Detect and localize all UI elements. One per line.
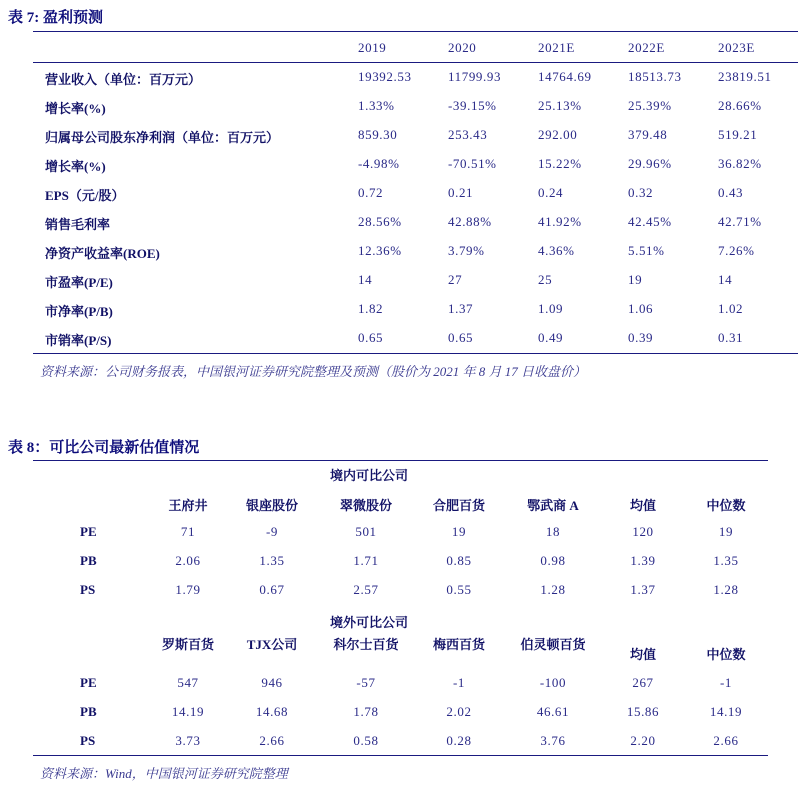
overseas-cell: -100 [539,675,567,690]
table7-row-label: 市盈率(P/E) [45,275,113,290]
overseas-col-header: 罗斯百货 [161,637,214,652]
table7-row-label: EPS（元/股） [45,188,125,203]
table7-cell: 379.48 [628,127,668,142]
table7-cell: 0.43 [718,185,744,200]
table8-title: 表 8：可比公司最新估值情况 [8,440,200,456]
table7-cell: 19392.53 [358,69,412,84]
table7-cell: 14 [718,272,733,287]
domestic-cell: 71 [180,524,196,539]
overseas-cell: 0.28 [446,733,472,748]
table7-cell: 29.96% [628,156,672,171]
table7-cell: 0.65 [448,330,474,345]
domestic-cell: 2.57 [353,582,379,597]
domestic-col-header: 中位数 [706,498,746,513]
table7-cell: 1.33% [358,98,395,113]
table7-cell: 42.45% [628,214,672,229]
table7-cell: 18513.73 [628,69,682,84]
table7-cell: 5.51% [628,243,665,258]
domestic-row-label: PB [80,553,97,568]
table7-cell: 1.37 [448,301,474,316]
table7-source-note: 资料来源：公司财务报表，中国银河证券研究院整理及预测（股价为 2021 年 8 月 17 日收盘价） [40,364,587,379]
domestic-col-header: 翠微股份 [339,498,392,513]
overseas-cell: 0.58 [353,733,379,748]
table7-cell: 25 [538,272,553,287]
table7-cell: 28.56% [358,214,402,229]
table7-title: 表 7: 盈利预测 [8,10,103,26]
overseas-cell: -1 [719,675,733,690]
table7-col-header: 2023E [718,40,755,55]
domestic-cell: 1.37 [630,582,656,597]
table7-cell: 0.72 [358,185,384,200]
overseas-cell: 267 [632,675,654,690]
table7-cell: 0.32 [628,185,654,200]
overseas-cell: 46.61 [536,704,570,719]
domestic-cell: 1.35 [259,553,285,568]
table7-cell: 0.24 [538,185,564,200]
domestic-cell: 19 [718,524,734,539]
table8-top-rule [33,460,768,461]
domestic-cell: 1.71 [353,553,379,568]
table7-cell: -4.98% [358,156,400,171]
table7-cell: 1.09 [538,301,564,316]
table7-cell: 15.22% [538,156,582,171]
domestic-col-header: 王府井 [168,498,208,513]
table7-cell: 859.30 [358,127,398,142]
overseas-col-header: 中位数 [706,647,746,662]
overseas-row-label: PS [80,733,96,748]
table7-header-rule [33,62,798,63]
table7-cell: 14 [358,272,373,287]
table7-cell: 7.26% [718,243,755,258]
domestic-cell: 0.67 [259,582,285,597]
overseas-cell: 15.86 [626,704,660,719]
domestic-cell: 1.28 [540,582,566,597]
table7-top-rule [33,31,798,32]
domestic-col-header: 合肥百货 [432,498,485,513]
table7-row-label: 市销率(P/S) [45,333,112,348]
table7-col-header: 2020 [448,40,477,55]
table7-cell: 519.21 [718,127,758,142]
table7-cell: 1.82 [358,301,384,316]
table7-bottom-rule [33,353,798,354]
table7-cell: -39.15% [448,98,497,113]
overseas-cell: -57 [356,675,376,690]
table7-col-header: 2022E [628,40,665,55]
domestic-row-label: PS [80,582,96,597]
table7-cell: 28.66% [718,98,762,113]
table7-col-header: 2021E [538,40,575,55]
table7-cell: 14764.69 [538,69,592,84]
table8-source-note: 资料来源：Wind，中国银河证券研究院整理 [40,766,288,781]
domestic-cell: 0.98 [540,553,566,568]
table7-cell: 3.79% [448,243,485,258]
overseas-cell: 1.78 [353,704,379,719]
overseas-cell: 2.20 [630,733,656,748]
overseas-cell: 14.68 [255,704,289,719]
table7-cell: 4.36% [538,243,575,258]
table7-cell: 25.39% [628,98,672,113]
table7-cell: -70.51% [448,156,497,171]
domestic-cell: 1.39 [630,553,656,568]
domestic-col-header: 均值 [629,498,656,513]
table7-cell: 41.92% [538,214,582,229]
overseas-cell: 2.02 [446,704,472,719]
overseas-cell: 2.66 [259,733,285,748]
overseas-cell: 14.19 [709,704,743,719]
overseas-col-header: 均值 [629,647,656,662]
overseas-cell: 547 [177,675,199,690]
domestic-cell: 0.55 [446,582,472,597]
domestic-cell: 501 [355,524,377,539]
domestic-cell: 1.79 [175,582,201,597]
domestic-cell: 2.06 [175,553,201,568]
table7-cell: 1.06 [628,301,654,316]
domestic-col-header: 银座股份 [245,498,298,513]
table7-cell: 12.36% [358,243,402,258]
table7-row-label: 营业收入（单位：百万元） [45,72,202,87]
overseas-row-label: PE [80,675,97,690]
table7-cell: 23819.51 [718,69,772,84]
table7-cell: 27 [448,272,463,287]
table7-col-header: 2019 [358,40,387,55]
overseas-cell: 14.19 [171,704,205,719]
overseas-col-header: TJX公司 [246,637,298,652]
table7-cell: 25.13% [538,98,582,113]
table7-row-label: 增长率(%) [45,159,106,174]
domestic-cell: 0.85 [446,553,472,568]
overseas-group-title: 境外可比公司 [329,615,408,630]
overseas-cell: 2.66 [713,733,739,748]
domestic-row-label: PE [80,524,97,539]
table7-cell: 0.49 [538,330,564,345]
domestic-cell: 120 [632,524,654,539]
table7-row-label: 净资产收益率(ROE) [45,246,160,261]
overseas-col-header: 科尔士百货 [333,637,399,652]
overseas-cell: 3.76 [540,733,566,748]
domestic-group-title: 境内可比公司 [329,468,408,483]
domestic-cell: 1.28 [713,582,739,597]
table7-cell: 42.88% [448,214,492,229]
table7-cell: 292.00 [538,127,578,142]
table7-row-label: 销售毛利率 [45,217,111,232]
overseas-cell: 946 [261,675,283,690]
table7-cell: 36.82% [718,156,762,171]
overseas-col-header: 梅西百货 [432,637,485,652]
table7-cell: 1.02 [718,301,744,316]
table7-cell: 42.71% [718,214,762,229]
table7-cell: 0.65 [358,330,384,345]
overseas-col-header: 伯灵顿百货 [520,637,586,652]
table7-row-label: 归属母公司股东净利润（单位：百万元） [45,130,280,145]
table7-row-label: 增长率(%) [45,101,106,116]
overseas-cell: -1 [452,675,466,690]
table7-cell: 0.31 [718,330,744,345]
table7-cell: 19 [628,272,643,287]
overseas-cell: 3.73 [175,733,201,748]
domestic-cell: -9 [265,524,279,539]
table7-cell: 0.21 [448,185,474,200]
table7-cell: 11799.93 [448,69,502,84]
domestic-cell: 18 [545,524,561,539]
domestic-cell: 19 [451,524,467,539]
overseas-row-label: PB [80,704,97,719]
table8-bottom-rule [33,755,768,756]
table7-cell: 253.43 [448,127,488,142]
table7-cell: 0.39 [628,330,654,345]
domestic-col-header: 鄂武商 A [527,498,579,513]
table7-row-label: 市净率(P/B) [45,304,113,319]
domestic-cell: 1.35 [713,553,739,568]
